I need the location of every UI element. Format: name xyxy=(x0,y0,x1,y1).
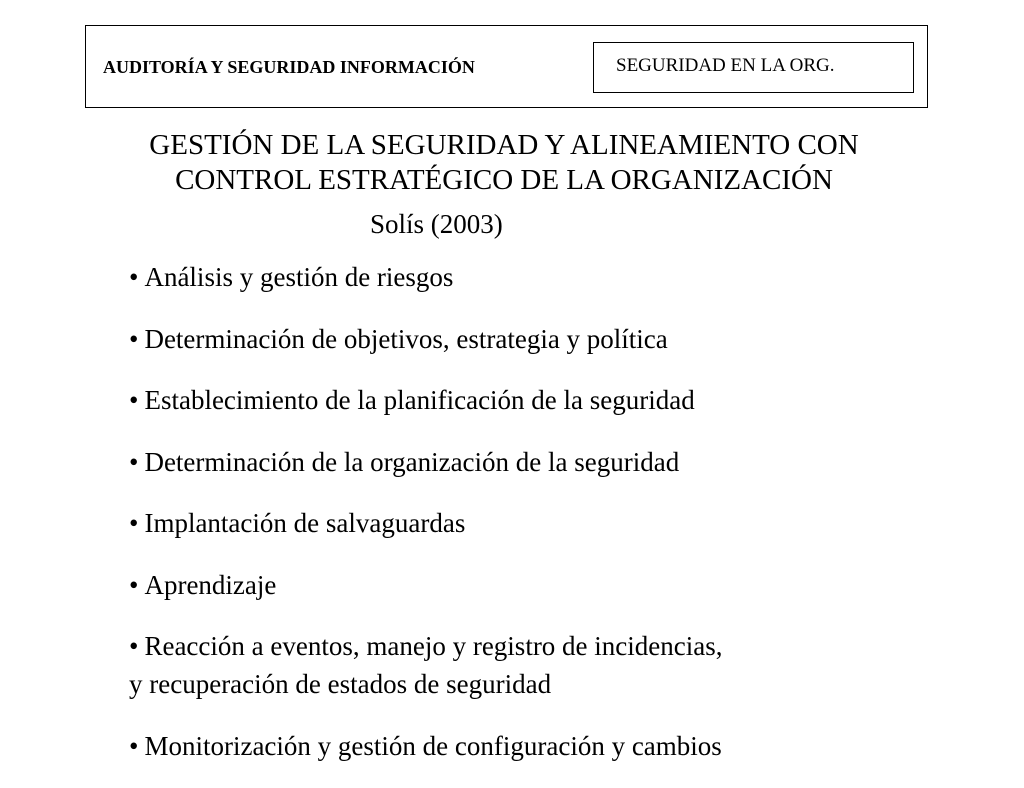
slide-title xyxy=(0,128,1008,198)
bullet-icon: • xyxy=(129,323,139,354)
bullet-text: Aprendizaje xyxy=(144,569,277,600)
bullet-text: Determinación de la organización de la seguridad xyxy=(144,446,680,477)
bullet-list xyxy=(129,258,723,788)
bullet-icon: • xyxy=(129,446,139,477)
list-item xyxy=(129,566,723,604)
section-label-box: SEGURIDAD EN LA ORG. xyxy=(593,42,914,93)
list-item xyxy=(129,727,723,765)
list-item xyxy=(129,627,723,703)
list-item xyxy=(129,258,723,296)
bullet-icon: • xyxy=(129,730,139,761)
bullet-icon: • xyxy=(129,262,139,292)
citation: Solís (2003) xyxy=(370,209,503,239)
slide-title-line-1: GESTIÓN DE LA SEGURIDAD Y ALINEAMIENTO CON xyxy=(149,129,859,161)
bullet-icon: • xyxy=(129,385,139,415)
bullet-text: Reacción a eventos, manejo y registro de incidencias, xyxy=(144,631,723,661)
list-item xyxy=(129,381,723,419)
bullet-icon: • xyxy=(129,508,139,538)
list-item xyxy=(129,504,723,542)
bullet-text: Establecimiento de la planificación de la seguridad xyxy=(144,385,695,415)
slide-title-line-2: CONTROL ESTRATÉGICO DE LA ORGANIZACIÓN xyxy=(175,164,833,196)
list-item xyxy=(129,320,723,358)
list-item xyxy=(129,443,723,481)
header-box xyxy=(85,25,928,108)
bullet-text: Monitorización y gestión de configuración y cambios xyxy=(144,730,722,761)
bullet-text: Análisis y gestión de riesgos xyxy=(144,262,454,292)
bullet-text-continuation: y recuperación de estados de seguridad xyxy=(129,669,552,699)
bullet-text: Determinación de objetivos, estrategia y política xyxy=(144,323,668,354)
course-title: AUDITORÍA Y SEGURIDAD INFORMACIÓN xyxy=(103,57,475,77)
bullet-text: Implantación de salvaguardas xyxy=(144,508,466,538)
bullet-icon: • xyxy=(129,631,139,661)
bullet-icon: • xyxy=(129,569,139,600)
